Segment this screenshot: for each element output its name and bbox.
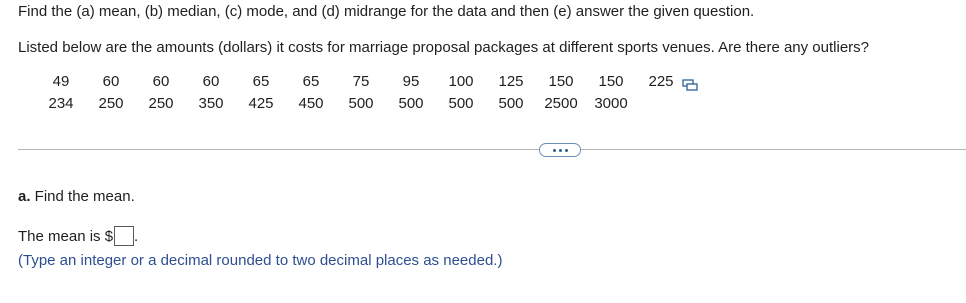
data-value: 500: [348, 95, 374, 112]
data-value: 49: [52, 73, 70, 90]
data-value: 75: [352, 73, 370, 90]
data-value: 425: [248, 95, 274, 112]
data-value: 350: [198, 95, 224, 112]
more-options-button[interactable]: [539, 143, 581, 157]
data-value: 3000: [594, 95, 628, 112]
data-value: 150: [598, 73, 624, 90]
data-value: 500: [398, 95, 424, 112]
data-value: 225: [648, 73, 674, 90]
part-a-prompt: Find the mean.: [30, 188, 135, 205]
mean-answer-line: [18, 228, 138, 246]
mean-suffix: .: [134, 228, 139, 245]
data-value: 2500: [544, 95, 578, 112]
data-value: 450: [298, 95, 324, 112]
answer-hint: (Type an integer or a decimal rounded to two decimal places as needed.): [18, 252, 503, 269]
data-value: 65: [252, 73, 270, 90]
data-value: 65: [302, 73, 320, 90]
mean-prefix: The mean is $: [18, 228, 114, 245]
data-value: 250: [148, 95, 174, 112]
part-a-heading: [18, 188, 135, 205]
data-value: 500: [448, 95, 474, 112]
part-a-label: a.: [18, 188, 31, 205]
data-value: 234: [48, 95, 74, 112]
data-value: 150: [548, 73, 574, 90]
data-value: 95: [402, 73, 420, 90]
data-value: 100: [448, 73, 474, 90]
data-value: 60: [202, 73, 220, 90]
ellipsis-icon: [553, 149, 568, 152]
data-value: 60: [102, 73, 120, 90]
question-context: Listed below are the amounts (dollars) it costs for marriage proposal packages at different sports venues. Are there any outliers?: [18, 39, 870, 56]
data-value: 125: [498, 73, 524, 90]
separator: [18, 149, 966, 150]
mean-answer-input[interactable]: [114, 226, 134, 246]
data-value: 250: [98, 95, 124, 112]
question-instruction: Find the (a) mean, (b) median, (c) mode, and (d) midrange for the data and then (e) answer the given question.: [18, 3, 755, 20]
data-value: 500: [498, 95, 524, 112]
copy-data-icon[interactable]: [682, 78, 698, 90]
data-value: 60: [152, 73, 170, 90]
